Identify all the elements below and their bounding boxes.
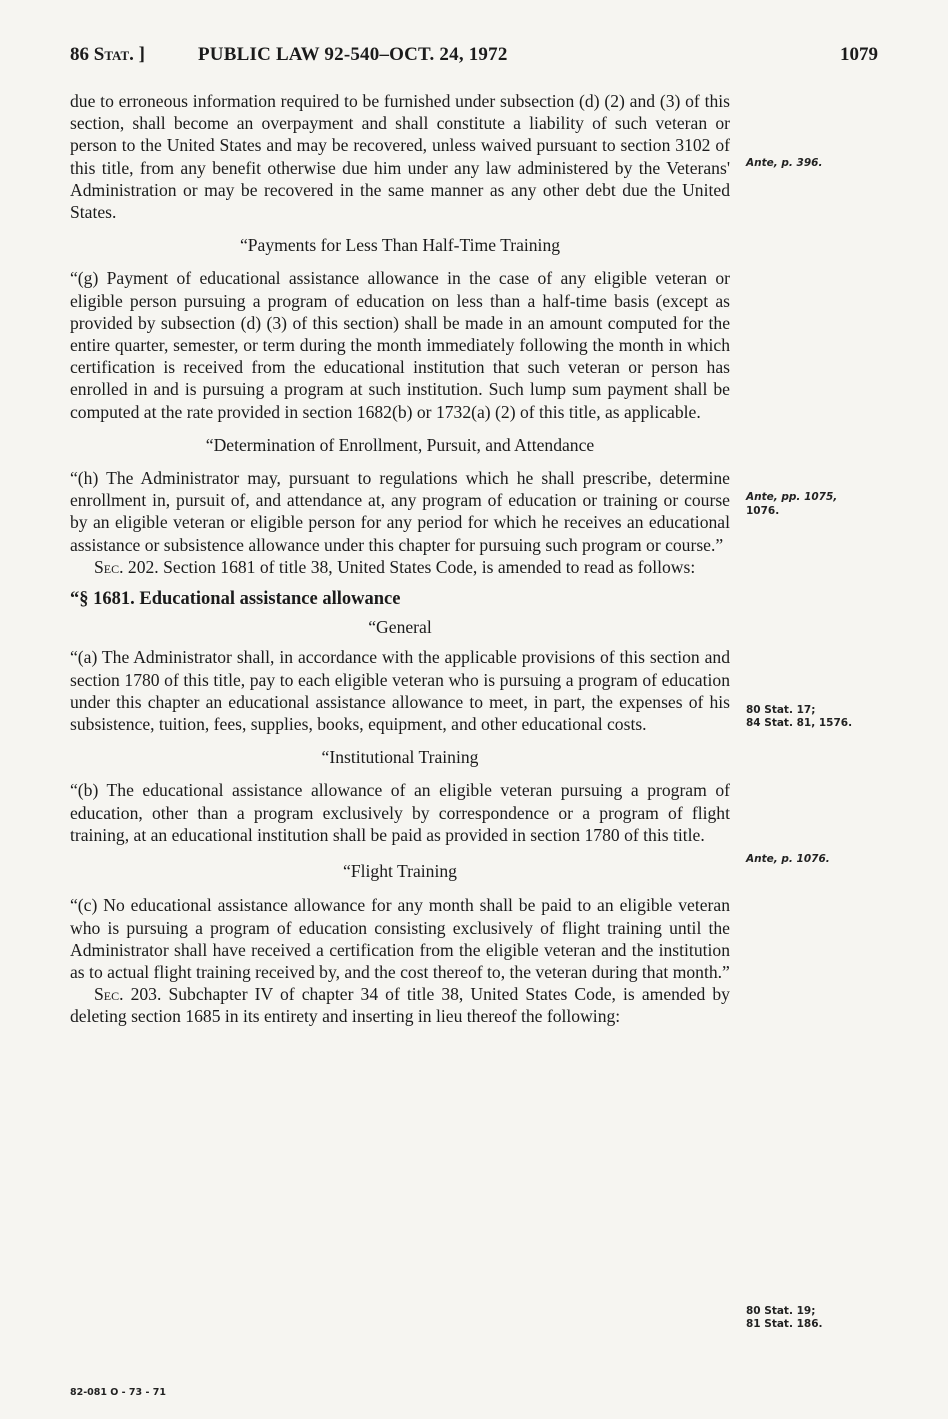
volume-citation: 86 Stat. ] [70,44,145,65]
subheading-flight-training: “Flight Training [343,861,457,882]
body-text [70,90,730,1028]
subheading-enrollment: “Determination of Enrollment, Pursuit, and Attendance [205,434,595,455]
margin-note-80-stat-19: 80 Stat. 19; [746,1305,816,1317]
margin-note-1076: 1076. [746,505,780,517]
margin-note-ante-1075: Ante, pp. 1075, [746,491,838,503]
margin-note-80-stat-17: 80 Stat. 17; [746,704,816,716]
paragraph-continuation: due to erroneous information required to be furnished under subsection (d) (2) and (3) of this section, shall become an overpayment and shall constitute a liability of such veteran or person to the United States and may be recovered, unless waived pursuant to section 3102 of this title, from any benefit otherwise due him under any law administered by the Veterans' Administration or may be recovered in the same manner as any other debt due the United States. [70,91,730,223]
margin-note-ante-1076: Ante, p. 1076. [746,853,830,865]
subheading-general: “General [368,617,432,638]
paragraph-b: “(b) The educational assistance allowance of an eligible veteran pursuing a program of education, other than a program exclusively by correspondence or a program of flight training, at an educational institution shall be paid as provided in section 1780 of this title. [70,780,730,845]
paragraph-c: “(c) No educational assistance allowance for any month shall be paid to an eligible veteran who is pursuing a program of education consisting exclusively of flight training until the Administrator shall have received a certification from the eligible veteran and the institution as to actual flight training received by, and the cost thereof to, the veteran during that month.” [70,895,730,982]
section-1681-heading: “§ 1681. Educational assistance allowance [70,589,401,610]
law-title: PUBLIC LAW 92-540–OCT. 24, 1972 [198,44,508,65]
section-202-label: Sec. 202. [94,556,159,577]
printer-imprint: 82-081 O - 73 - 71 [70,1387,166,1398]
margin-note-81-stat-186: 81 Stat. 186. [746,1318,823,1330]
page-number: 1079 [840,44,878,65]
section-203-text: Subchapter IV of chapter 34 of title 38, United States Code, is amended by deleting section 1685 in its entirety and inserting in lieu thereof the following: [70,984,730,1027]
paragraph-a: “(a) The Administrator shall, in accordance with the applicable provisions of this section and section 1780 of this title, pay to each eligible veteran who is pursuing a program of education under this chapter an educational assistance allowance to meet, in part, the expenses of his subsistence, tuition, fees, supplies, books, equipment, and other educational costs. [70,647,730,735]
paragraph-g: “(g) Payment of educational assistance allowance in the case of any eligible veteran or eligible person pursuing a program of education on less than a half-time basis (except as provided by subsection (d) (3) of this section) shall be made in an amount computed for the entire quarter, semester, or term during the month immediately following the month in which certification is received from the educational institution that such veteran or person has enrolled in and is pursuing a program at such institution. Such lump sum payment shall be computed at the rate provided in section 1682(b) or 1732(a) (2) of this title, as applicable. [70,268,730,422]
running-head [70,44,878,70]
subheading-half-time-training: “Payments for Less Than Half-Time Training [239,235,561,256]
paragraph-h: “(h) The Administrator may, pursuant to regulations which he shall prescribe, determine enrollment in, pursuit of, and attendance at, any program of education or training or course by an eligible veteran or eligible person for any period for which he receives an educational assistance or subsistence allowance under this chapter for pursuing such program or course.” [70,468,730,555]
section-203-label: Sec. 203. [94,984,162,1005]
subheading-institutional-training: “Institutional Training [321,747,479,768]
section-203 [70,983,730,1027]
section-202-text: Section 1681 of title 38, United States Code, is amended to read as follows: [163,556,696,577]
margin-note-ante-396: Ante, p. 396. [746,157,823,169]
section-202 [70,556,730,578]
margin-note-84-stat-81: 84 Stat. 81, 1576. [746,717,853,729]
